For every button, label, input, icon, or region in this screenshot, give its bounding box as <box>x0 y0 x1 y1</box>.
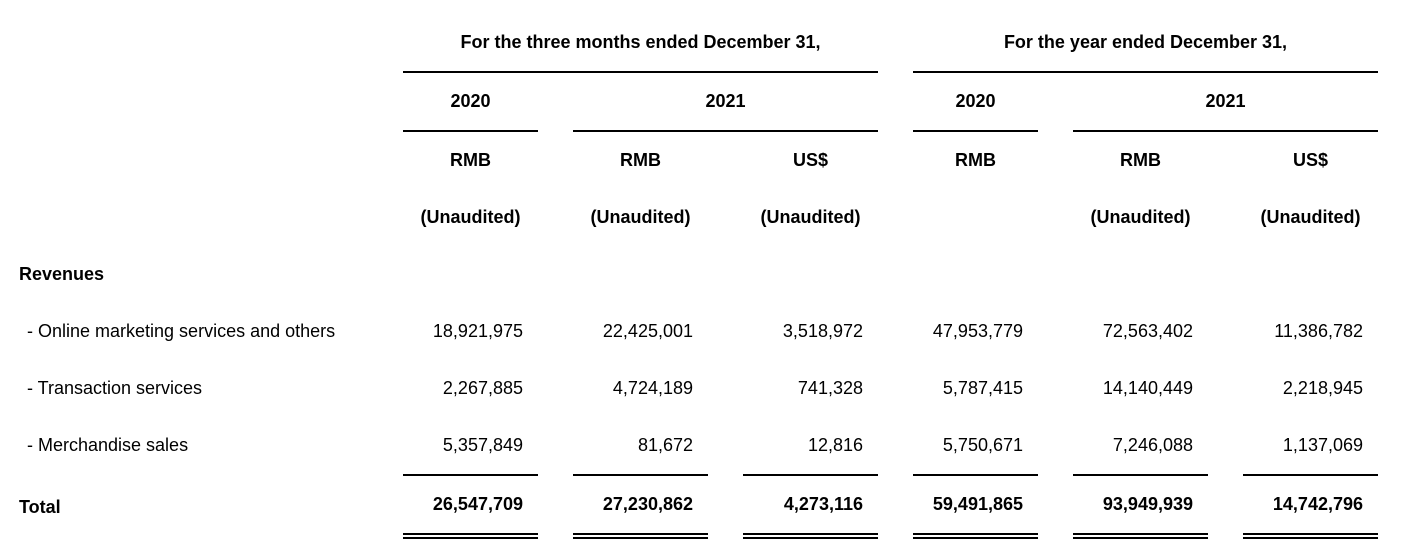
currency-header: US$ <box>792 150 828 170</box>
table-cell: 14,140,449 <box>1102 378 1193 398</box>
table-cell: 3,518,972 <box>782 321 863 341</box>
currency-header: RMB <box>955 150 996 170</box>
table-cell: 4,724,189 <box>612 378 693 398</box>
table-cell-total: 26,547,709 <box>432 494 523 514</box>
table-cell: 22,425,001 <box>602 321 693 341</box>
table-cell: 81,672 <box>637 435 693 455</box>
row-label-online-marketing: - Online marketing services and others <box>27 321 336 341</box>
subtotal-rule <box>1073 474 1208 476</box>
table-cell-total: 27,230,862 <box>602 494 693 514</box>
total-double-rule <box>403 533 538 535</box>
currency-header: US$ <box>1292 150 1328 170</box>
row-label-transaction-services: - Transaction services <box>27 378 203 398</box>
unaudited-label: (Unaudited) <box>1090 207 1191 227</box>
header-rule <box>403 71 878 73</box>
table-cell: 7,246,088 <box>1112 435 1193 455</box>
table-cell: 47,953,779 <box>932 321 1023 341</box>
table-cell: 12,816 <box>807 435 863 455</box>
table-cell-total: 14,742,796 <box>1272 494 1363 514</box>
table-cell: 741,328 <box>797 378 863 398</box>
table-cell-total: 4,273,116 <box>783 494 863 514</box>
total-double-rule <box>1243 533 1378 535</box>
total-double-rule <box>913 533 1038 535</box>
subtotal-rule <box>913 474 1038 476</box>
row-label-merchandise-sales: - Merchandise sales <box>27 435 189 455</box>
revenues-section-label: Revenues <box>19 264 105 284</box>
year-header-y-2021: 2021 <box>1205 91 1246 111</box>
table-cell: 1,137,069 <box>1282 435 1363 455</box>
table-cell-total: 59,491,865 <box>932 494 1023 514</box>
total-double-rule <box>573 537 708 539</box>
table-cell-total: 93,949,939 <box>1102 494 1193 514</box>
header-rule <box>913 71 1378 73</box>
subtotal-rule <box>743 474 878 476</box>
total-double-rule <box>743 537 878 539</box>
total-double-rule <box>1073 533 1208 535</box>
table-cell: 18,921,975 <box>432 321 523 341</box>
currency-header: RMB <box>450 150 491 170</box>
total-double-rule <box>1073 537 1208 539</box>
year-rule <box>403 130 538 132</box>
subtotal-rule <box>573 474 708 476</box>
table-cell: 5,787,415 <box>942 378 1023 398</box>
currency-header: RMB <box>620 150 661 170</box>
year-header-q-2021: 2021 <box>705 91 746 111</box>
table-cell: 2,267,885 <box>442 378 523 398</box>
period-header-year: For the year ended December 31, <box>1003 32 1288 52</box>
subtotal-rule <box>1243 474 1378 476</box>
total-double-rule <box>913 537 1038 539</box>
row-label-total: Total <box>19 497 61 517</box>
total-double-rule <box>1243 537 1378 539</box>
year-header-y-2020: 2020 <box>955 91 996 111</box>
year-rule <box>1073 130 1378 132</box>
currency-header: RMB <box>1120 150 1161 170</box>
unaudited-label: (Unaudited) <box>420 207 521 227</box>
period-header-three-months: For the three months ended December 31, <box>460 32 821 52</box>
table-cell: 5,750,671 <box>942 435 1023 455</box>
subtotal-rule <box>403 474 538 476</box>
year-rule <box>913 130 1038 132</box>
unaudited-label: (Unaudited) <box>1260 207 1361 227</box>
table-cell: 2,218,945 <box>1282 378 1363 398</box>
total-double-rule <box>573 533 708 535</box>
total-double-rule <box>743 533 878 535</box>
table-cell: 72,563,402 <box>1102 321 1193 341</box>
unaudited-label: (Unaudited) <box>760 207 861 227</box>
unaudited-label: (Unaudited) <box>590 207 691 227</box>
year-header-q-2020: 2020 <box>450 91 491 111</box>
table-cell: 11,386,782 <box>1274 321 1363 341</box>
year-rule <box>573 130 878 132</box>
table-cell: 5,357,849 <box>442 435 523 455</box>
total-double-rule <box>403 537 538 539</box>
